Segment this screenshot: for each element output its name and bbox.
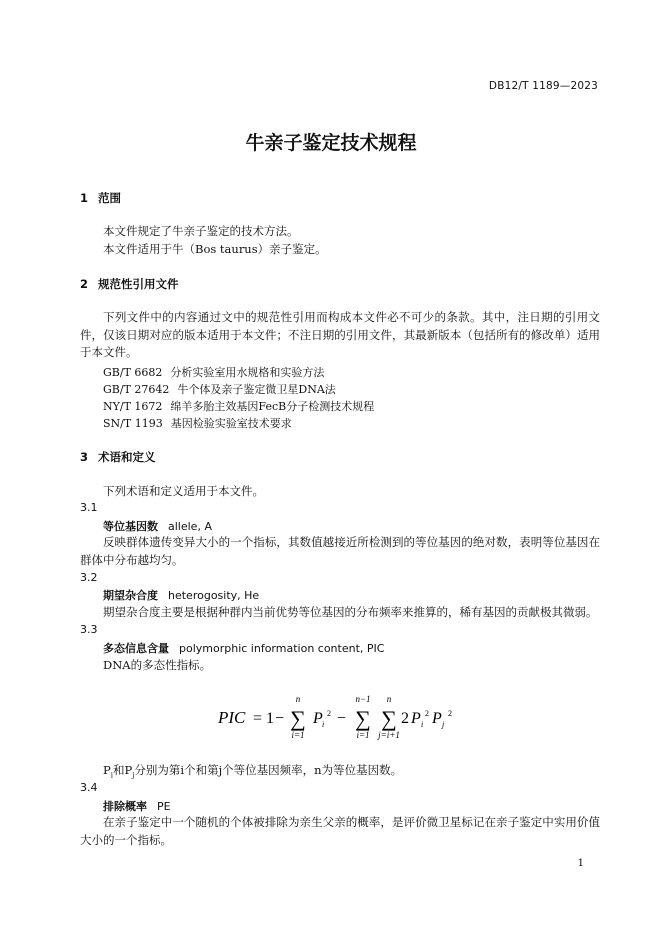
term2-sub-i: i [421,720,424,729]
term-number: 3.4 [80,781,98,794]
section-title: 范围 [98,191,121,205]
term2-sup-2a: 2 [425,709,429,718]
section-number: 1 [80,191,89,205]
sum3-upper: n [386,694,392,704]
formula-minus-2: − [337,710,347,727]
formula-one: 1 [266,710,274,727]
standard-number: DB12/T 1189—2023 [488,80,598,92]
term-english: PE [157,800,171,813]
reference-title: 牛个体及亲子鉴定微卫星DNA法 [177,383,336,396]
pic-formula [0,692,662,742]
term-chinese: 等位基因数 [103,520,158,533]
reference-item [103,398,374,414]
document-title: 牛亲子鉴定技术规程 [245,132,417,154]
sigma-2: ∑ [355,706,371,731]
term-definition: 在亲子鉴定中一个随机的个体被排除为亲生父亲的概率，是评价微卫星标记在亲子鉴定中实用价值大小的一个指标。 [80,815,600,847]
term-heading [103,798,171,814]
normative-intro: 下列文件中的内容通过文中的规范性引用而构成本文件必不可少的条款。其中，注日期的引用文件，仅该日期对应的版本适用于本文件；不注日期的引用文件，其最新版本（包括所有的修改单）适用于本文件。 [80,310,600,359]
term-number: 3.3 [80,623,98,636]
term2-Pj: P [432,710,442,727]
reference-code: SN/T 1193 [103,417,163,430]
scope-paragraph-2: 本文件适用于牛（Bos taurus）亲子鉴定。 [103,242,327,256]
term-definition: DNA的多态性指标。 [103,658,212,672]
term-definition: 反映群体遗传变异大小的一个指标，其数值越接近所检测到的等位基因的绝对数，表明等位基因在群体中分布越均匀。 [80,535,600,567]
formula-minus: − [275,710,285,727]
sum2-lower: i=1 [356,730,370,740]
sigma-1: ∑ [290,706,306,731]
sum2-upper: n−1 [355,694,371,704]
formula-lhs: PIC [218,708,246,727]
term-chinese: 排除概率 [103,800,147,813]
reference-code: GB/T 27642 [103,383,170,396]
formula-equals: = [253,710,263,727]
scope-paragraph-1: 本文件规定了牛亲子鉴定的技术方法。 [103,224,299,238]
term-heading [103,640,384,656]
term-chinese: 多态信息含量 [103,642,169,655]
sum1-lower: i=1 [291,730,305,740]
reference-item [103,415,292,431]
term-number: 3.1 [80,501,98,514]
section-number: 3 [80,450,89,464]
note-pre: P [103,763,111,777]
term-heading [103,518,212,534]
term-english: polymorphic information content, PIC [179,642,385,655]
term-number: 3.2 [80,571,98,584]
sigma-3: ∑ [381,706,397,731]
formula-note [103,762,402,779]
term-english: heterogosity, He [168,589,260,602]
term-definition: 期望杂合度主要是根据种群内当前优势等位基因的分布频率来推算的，稀有基因的贡献极其微弱。 [103,605,598,619]
reference-code: GB/T 6682 [103,366,163,379]
section-title: 规范性引用文件 [98,277,179,291]
page-number: 1 [577,858,584,869]
reference-item [103,364,324,380]
term-english: allele, A [168,520,212,533]
reference-title: 绵羊多胎主效基因FecB分子检测技术规程 [170,400,375,413]
term1-sup-2: 2 [327,709,331,718]
note-post: 分别为第i个和第j个等位基因频率，n为等位基因数。 [134,763,403,777]
term1-P: P [313,710,323,727]
reference-title: 分析实验室用水规格和实验方法 [170,366,325,379]
reference-title: 基因检验实验室技术要求 [170,417,292,430]
term1-sub-i: i [322,720,325,729]
note-sub-j: j [132,771,135,780]
section-heading-scope [80,190,121,206]
section-number: 2 [80,277,89,291]
note-mid: 和P [113,763,133,777]
section-title: 术语和定义 [98,450,156,464]
term2-Pi: P [411,710,421,727]
sum3-lower: j=i+1 [378,730,400,740]
term-heading [103,587,259,603]
term-chinese: 期望杂合度 [103,589,158,602]
reference-code: NY/T 1672 [103,400,163,413]
note-sub-i: i [110,771,113,780]
term2-coef: 2 [401,710,409,727]
terms-intro: 下列术语和定义适用于本文件。 [103,484,264,498]
section-heading-terms [80,449,156,465]
term2-sub-j: j [442,720,445,729]
term2-sup-2b: 2 [448,709,452,718]
sum1-upper: n [295,694,301,704]
reference-item [103,381,336,397]
section-heading-normative [80,276,179,292]
